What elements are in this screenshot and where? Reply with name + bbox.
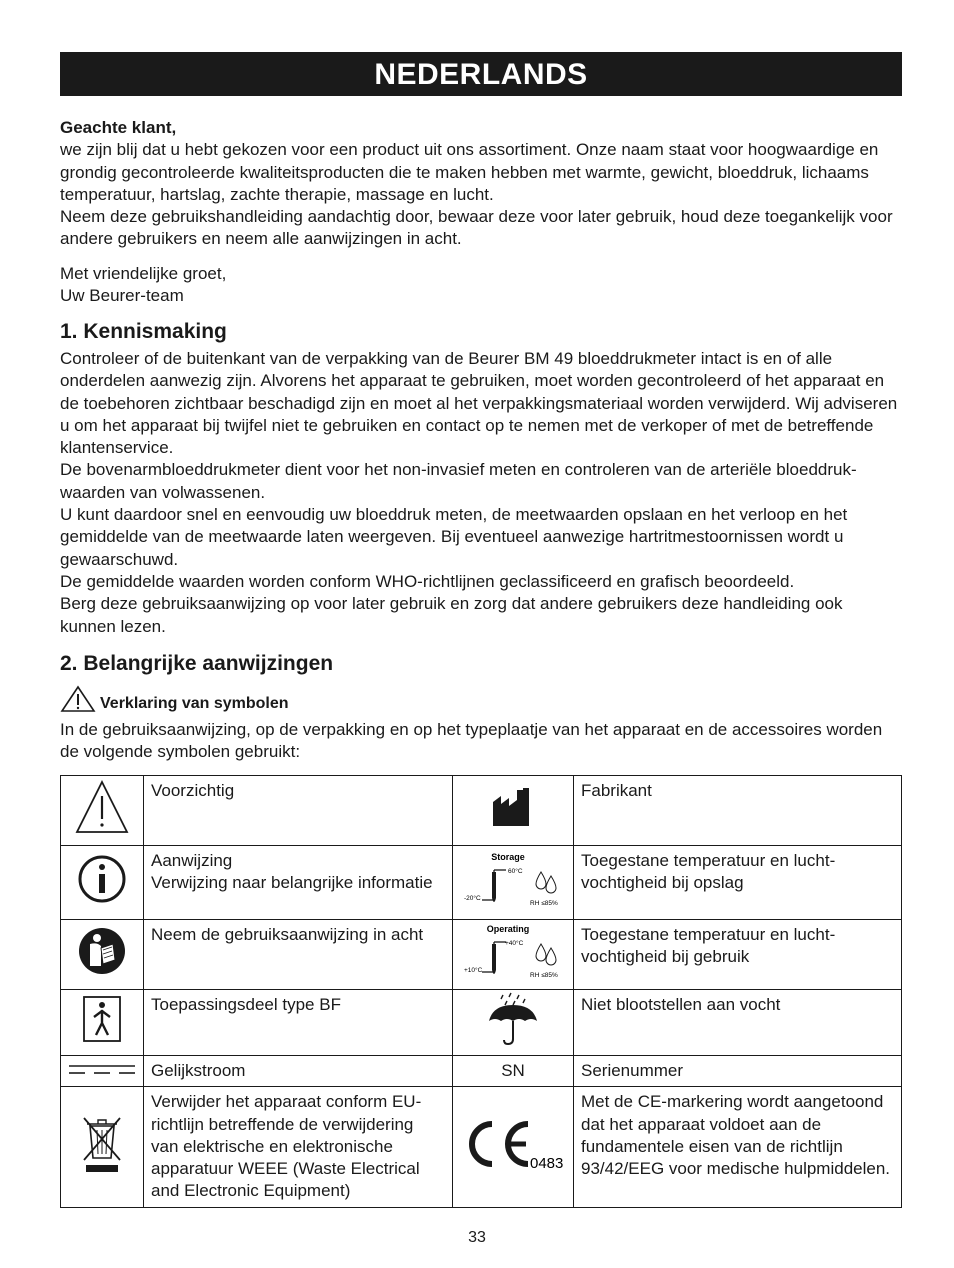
caution-icon [75,779,129,835]
symbol-description: Voorzichtig [151,781,235,800]
section-1-paragraph: De gemiddelde waarden worden conform WHO-richtlijnen geclassificeerd en grafisch beoordeeld. [60,571,795,591]
table-cell [144,990,453,1056]
table-cell [61,1056,144,1087]
weee-bin-icon [80,1114,124,1174]
table-cell [453,920,574,990]
table-row [61,776,902,846]
table-cell [574,1056,902,1087]
operating-label: Operating [486,924,530,935]
table-cell [453,1087,574,1207]
operating-max: +40°C [505,940,524,948]
table-cell [144,1056,453,1087]
table-cell [574,776,902,846]
intro-paragraph-2: Neem deze gebruikshandleiding aandachtig door, bewaar deze voor later gebruik, houd deze toegankelijk voor andere gebruikers en neem alle aanwijzingen in acht. [60,207,893,249]
table-cell [453,776,574,846]
table-cell [61,1087,144,1207]
symbol-description: Verwijzing naar belangrijke informatie [151,873,433,893]
greeting: Geachte klant, [60,118,177,137]
closing-line-1: Met vriendelijke groet, [60,264,227,283]
table-row [61,1056,902,1087]
symbol-description: Toegestane temperatuur en luchtvochtigheid bij gebruik [581,925,836,967]
table-cell [453,846,574,920]
type-bf-icon [82,995,122,1043]
section-1-paragraph: De bovenarmbloeddrukmeter dient voor het non-invasief meten en controleren van de arteriële bloeddrukwaarden van volwassenen. [60,460,857,502]
operating-min: +10°C [464,967,483,975]
symbol-description: Verwijder het apparaat conform EU-richtlijn betreffende de verwijdering van elektrische en elektronische apparatuur WEEE (Waste Electrical and Electronic Equipment) [151,1092,422,1201]
symbol-description: Aanwijzing [151,851,233,870]
symbols-intro [60,719,902,764]
keep-dry-icon [485,991,541,1047]
page-header-banner: NEDERLANDS [60,52,902,96]
section-1-paragraph: Controleer of de buitenkant van de verpakking van de Beurer BM 49 bloeddrukmeter intact is en of alle onderdelen aanwezig zijn. Alvorens het apparaat te gebruiken, moet worden gecontroleerd of het apparaat en de toebehoren zichtbaar beschadigd zijn en moet al het verpakkingsmateriaal worden verwijderd. Wij adviseren u om het apparaat bij twijfel niet te gebruiken en contact op te nemen met de verkoper of met de betreffende klantenservice. [60,349,898,458]
page-number: 33 [468,1229,486,1246]
section-2-title: 2. Belangrijke aanwijzingen [60,652,334,675]
ce-mark-icon [458,1114,568,1174]
closing-block [60,263,902,308]
table-cell [144,1087,453,1207]
symbol-description: Neem de gebruiksaanwijzing in acht [151,925,424,944]
table-cell [574,990,902,1056]
table-cell [574,1087,902,1207]
symbols-subheading [60,685,289,713]
symbol-description: Toegestane temperatuur en luchtvochtigheid bij opslag [581,851,836,893]
table-cell [144,846,453,920]
storage-max: 60°C [508,868,523,876]
section-1-paragraph: Berg deze gebruiksaanwijzing op voor later gebruik en zorg dat andere gebruikers deze handleiding ook kunnen lezen. [60,594,843,636]
section-1-title: 1. Kennismaking [60,320,227,343]
table-row [61,990,902,1056]
storage-rh: RH ≤85% [530,900,558,908]
table-cell [453,990,574,1056]
symbol-description: Toepassingsdeel type BF [151,995,341,1014]
storage-temperature-humidity-icon [458,848,568,910]
intro-paragraph-1: we zijn blij dat u hebt gekozen voor een product uit ons assortiment. Onze naam staat voor hoogwaardige en grondig gecontroleerde kwaliteitsproducten die te maken hebben met warmte, gewicht, bloeddruk, lichaams temperatuur, hartslag, zachte therapie, massage en lucht. [60,140,879,204]
storage-min: -20°C [464,895,481,903]
symbol-description: Niet blootstellen aan vocht [581,995,781,1014]
storage-label: Storage [491,852,525,863]
direct-current-icon [67,1062,137,1076]
table-cell [144,920,453,990]
symbols-subheading-label: Verklaring van symbolen [100,695,289,712]
serial-number-symbol: SN [501,1061,525,1080]
table-row [61,846,902,920]
table-cell [61,846,144,920]
ce-number: 0483 [530,1154,564,1172]
info-icon [77,854,127,904]
manufacturer-icon [491,786,535,828]
read-manual-icon [77,926,127,976]
table-row [61,1087,902,1207]
table-cell [61,920,144,990]
symbols-intro-text: In de gebruiksaanwijzing, op de verpakking en op het typeplaatje van het apparaat en de accessoires worden de volgende symbolen gebruikt: [60,720,883,762]
symbol-description: Gelijkstroom [151,1061,246,1080]
warning-triangle-icon [60,685,96,713]
table-cell [574,920,902,990]
table-cell [453,1056,574,1087]
table-cell [61,776,144,846]
table-row [61,920,902,990]
closing-line-2: Uw Beurer-team [60,286,184,306]
table-cell [144,776,453,846]
symbol-description: Fabrikant [581,781,652,800]
section-1-paragraph: U kunt daardoor snel en eenvoudig uw bloeddruk meten, de meetwaarden opslaan en het verloop en het gemiddelde van de meetwaarde laten weergeven. Bij eventueel aanwezige hartritmestoornissen wordt u gewaarschuwd. [60,505,848,569]
symbol-description: Serienummer [581,1061,684,1080]
intro-block [60,117,902,251]
operating-rh: RH ≤85% [530,972,558,980]
symbols-table [60,775,902,1208]
table-cell [574,846,902,920]
operating-temperature-humidity-icon [458,920,568,982]
table-cell [61,990,144,1056]
section-1-body [60,348,902,638]
symbol-description: Met de CE-markering wordt aangetoond dat het apparaat voldoet aan de fundamentele eisen van de richtlijn 93/42/EEG voor medische hulpmiddelen. [581,1092,891,1179]
